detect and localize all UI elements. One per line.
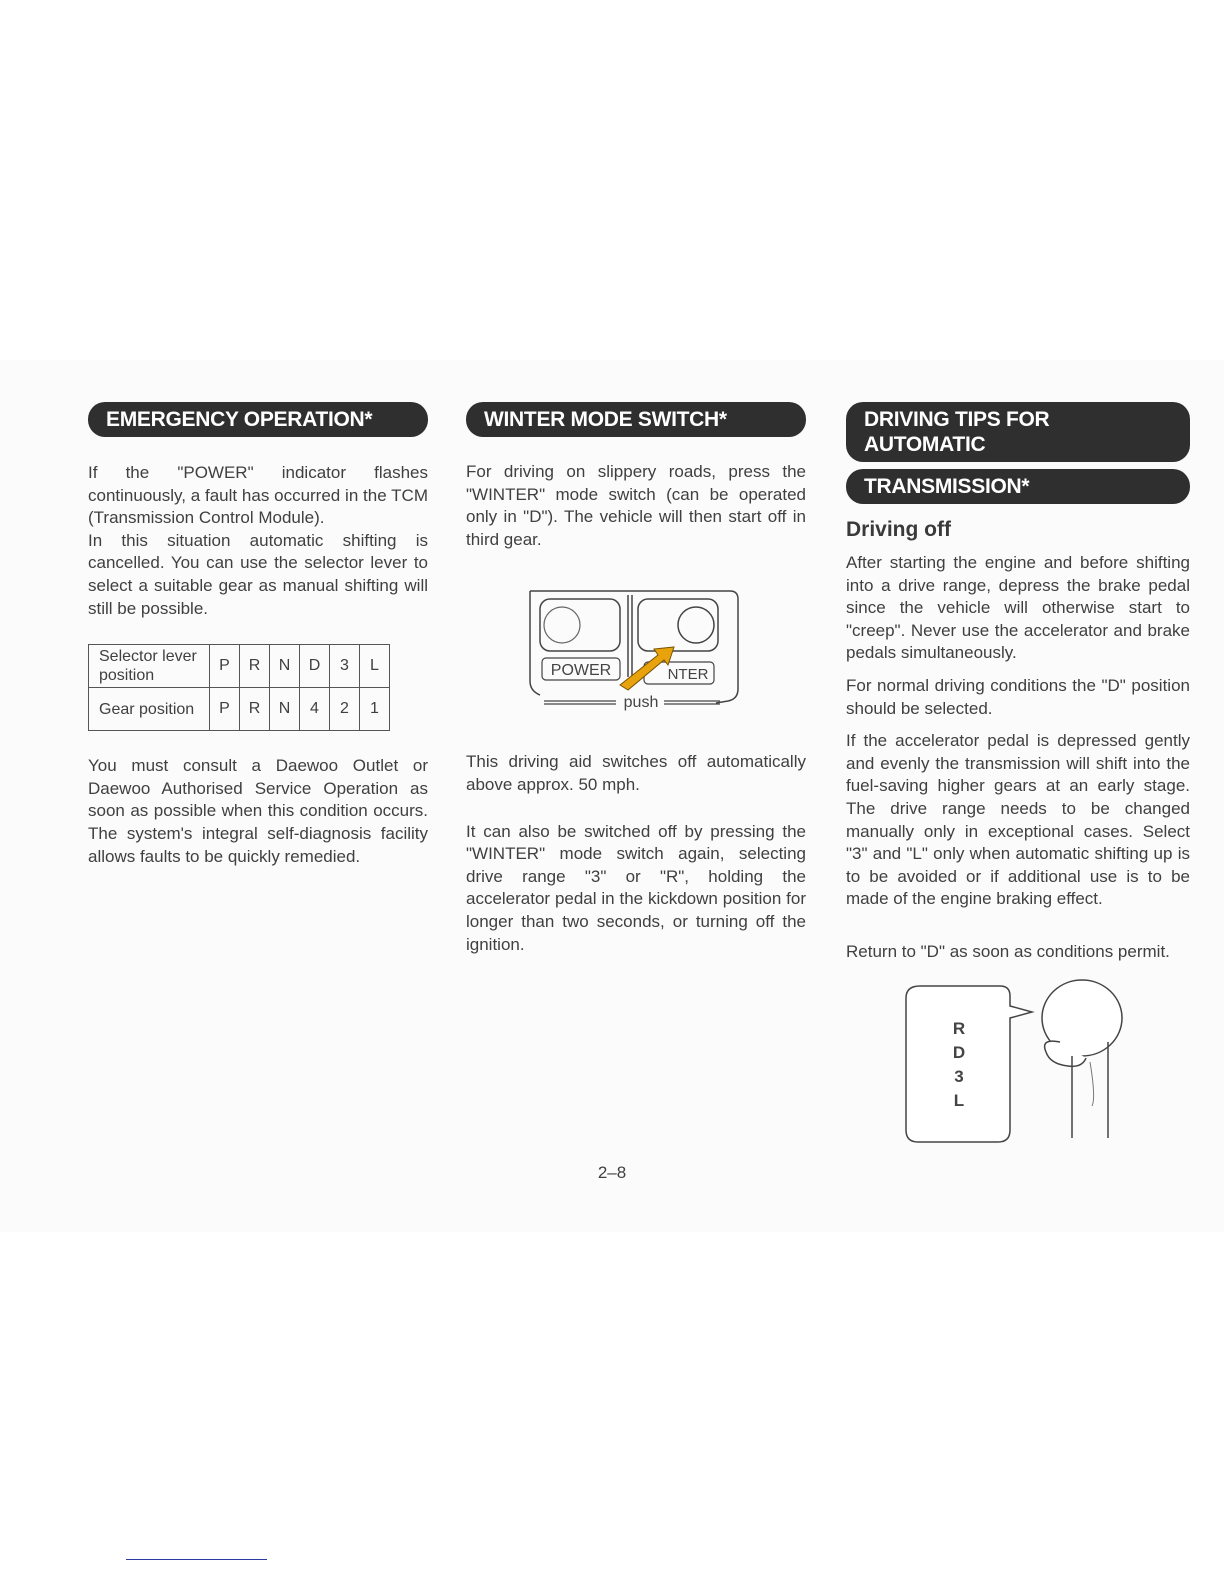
gear-label-3: 3 (954, 1067, 964, 1086)
driving-paragraph-2: For normal driving conditions the "D" position should be selected. (846, 675, 1190, 718)
emergency-paragraph-3: You must consult a Daewoo Outlet or Daewoo Authorised Service Operation as soon as possible when this condition occurs. The system's integral self-diagnosis facility allows faults to be quickly remedied. (88, 756, 428, 866)
push-label: push (623, 694, 659, 712)
table-row-label: Selector lever position (89, 645, 210, 688)
footer-rule (126, 1559, 267, 1560)
gear-lever-icon (900, 978, 1130, 1148)
emergency-operation-section (88, 402, 428, 868)
table-cell: 3 (330, 645, 360, 688)
driving-paragraph-3: If the accelerator pedal is depressed gently and evenly the transmission will shift into the fuel-saving higher gears at an early stage. The drive range needs to be changed manually only in exceptional cases. Select "3" and "L" only when automatic shifting up is to be avoided or if additional use is to be made of the engine braking effect. (846, 731, 1190, 909)
gear-label-r: R (952, 1019, 966, 1038)
table-cell: 2 (330, 688, 360, 731)
winter-paragraph-1: For driving on slippery roads, press the "WINTER" mode switch (can be operated only in "D"). The vehicle will then start off in third gear. (466, 462, 806, 549)
winter-label: NTER (667, 666, 709, 684)
driving-tips-section (846, 402, 1190, 964)
gear-table (88, 644, 390, 731)
table-cell: L (360, 645, 390, 688)
winter-mode-section (466, 402, 806, 956)
driving-paragraph-4: Return to "D" as soon as conditions permit. (846, 941, 1170, 961)
switch-panel-icon (524, 585, 744, 715)
table-cell: R (240, 688, 270, 731)
table-row (89, 688, 390, 731)
table-row (89, 645, 390, 688)
power-label: POWER (550, 662, 612, 680)
table-cell: 4 (300, 688, 330, 731)
table-cell: P (210, 645, 240, 688)
driving-off-subheading: Driving off (846, 518, 951, 541)
driving-tips-heading-line-1: DRIVING TIPS FOR AUTOMATIC (846, 402, 1190, 462)
gear-label-l: L (953, 1091, 965, 1110)
table-cell: D (300, 645, 330, 688)
table-cell: 1 (360, 688, 390, 731)
winter-mode-heading: WINTER MODE SWITCH* (466, 402, 806, 437)
driving-tips-heading-line-2: TRANSMISSION* (846, 469, 1190, 504)
gear-lever-illustration (900, 978, 1130, 1148)
gear-label-d: D (952, 1043, 966, 1062)
emergency-operation-heading: EMERGENCY OPERATION* (88, 402, 428, 437)
page-number: 2–8 (597, 1163, 627, 1182)
driving-paragraph-1: After starting the engine and before shifting into a drive range, depress the brake pedal since the vehicle will otherwise start to "creep". Never use the accelerator and brake pedals simultaneously. (846, 553, 1190, 663)
table-cell: P (210, 688, 240, 731)
emergency-paragraph-2: In this situation automatic shifting is cancelled. You can use the selector lever to select a suitable gear as manual shifting will still be possible. (88, 530, 428, 618)
winter-switch-illustration (524, 585, 744, 715)
winter-paragraph-2: This driving aid switches off automatically above approx. 50 mph. (466, 752, 806, 794)
emergency-paragraph-1: If the "POWER" indicator flashes continuously, a fault has occurred in the TCM (Transmission Control Module). (88, 463, 428, 528)
table-cell: N (270, 645, 300, 688)
table-cell: R (240, 645, 270, 688)
table-cell: N (270, 688, 300, 731)
table-row-label: Gear position (89, 688, 210, 731)
winter-paragraph-3: It can also be switched off by pressing the "WINTER" mode switch again, selecting drive range "3" or "R", holding the accelerator pedal in the kickdown position for longer than two seconds, or turning off the ignition. (466, 821, 806, 954)
